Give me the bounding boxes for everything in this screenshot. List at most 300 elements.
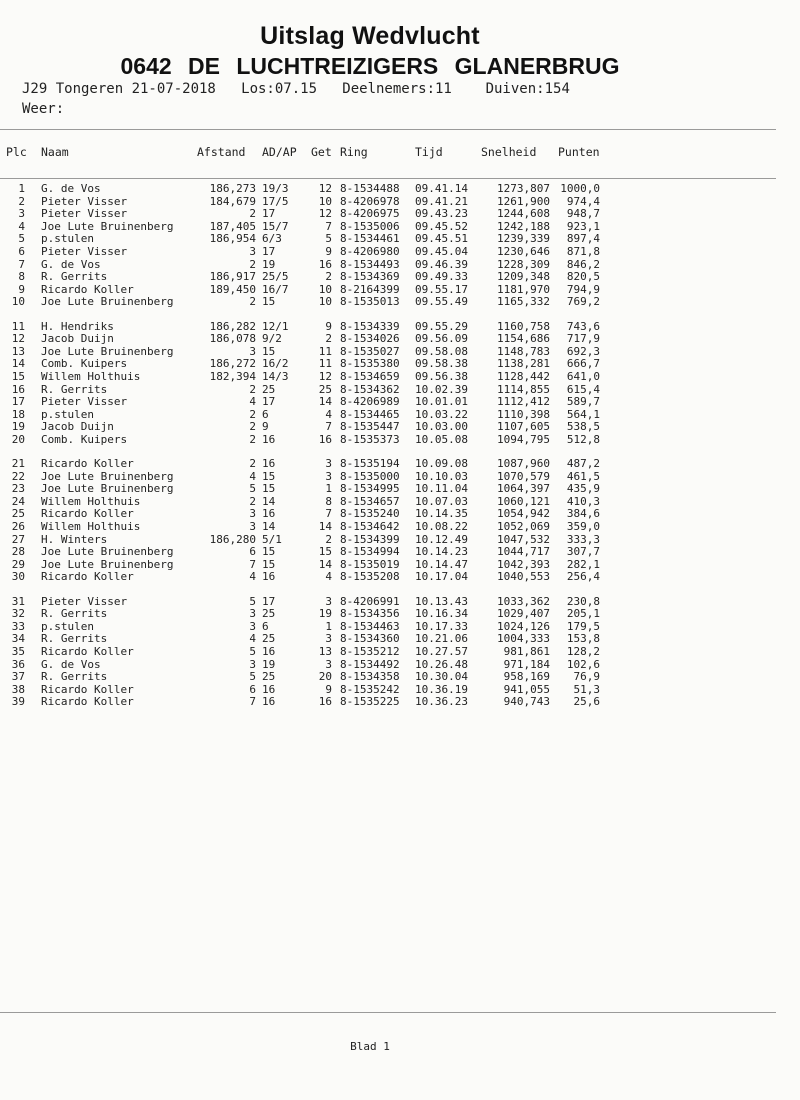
- cell-punten: 384,6: [566, 507, 600, 521]
- cell-snelheid: 1138,281: [497, 357, 550, 371]
- cell-get: 3: [325, 457, 332, 470]
- cell-tijd: 10.07.03: [415, 494, 468, 508]
- cell-ring: 8-1534994: [340, 545, 400, 559]
- cell-get: 11: [318, 357, 332, 371]
- cell-naam: p.stulen: [41, 407, 94, 421]
- cell-adap: 15/7: [262, 219, 289, 233]
- cell-naam: G. de Vos: [41, 657, 101, 671]
- cell-naam: p.stulen: [41, 232, 94, 246]
- cell-snelheid: 1004,333: [497, 632, 550, 646]
- cell-get: 14: [318, 557, 332, 571]
- cell-snelheid: 1087,960: [497, 457, 550, 470]
- cell-ring: 8-1535240: [340, 507, 400, 521]
- cell-tijd: 09.41.14: [415, 182, 468, 195]
- cell-punten: 743,6: [566, 319, 600, 333]
- col-ring: Ring: [340, 145, 368, 159]
- cell-afstand: 184,679: [209, 194, 256, 208]
- cell-tijd: 09.41.21: [415, 194, 468, 208]
- cell-adap: 12/1: [262, 319, 289, 333]
- cell-plc: 24: [11, 494, 25, 508]
- cell-snelheid: 940,743: [503, 695, 550, 709]
- cell-tijd: 10.11.04: [415, 482, 468, 496]
- cell-snelheid: 1242,188: [497, 219, 550, 233]
- cell-plc: 5: [18, 232, 25, 246]
- cell-snelheid: 1273,807: [497, 182, 550, 195]
- cell-punten: 897,4: [566, 232, 600, 246]
- cell-snelheid: 1042,393: [497, 557, 550, 571]
- cell-punten: 948,7: [566, 207, 600, 221]
- cell-afstand: 186,273: [209, 182, 256, 195]
- cell-ring: 8-1534995: [340, 482, 400, 496]
- cell-adap: 25: [262, 607, 276, 621]
- cell-plc: 8: [18, 270, 25, 284]
- cell-punten: 538,5: [566, 420, 600, 434]
- cell-tijd: 10.14.47: [415, 557, 468, 571]
- cell-afstand: 189,450: [209, 282, 256, 296]
- cell-tijd: 10.16.34: [415, 607, 468, 621]
- cell-tijd: 10.03.22: [415, 407, 468, 421]
- cell-adap: 17: [262, 395, 276, 409]
- col-adap: AD/AP: [262, 145, 297, 159]
- cell-ring: 8-1534657: [340, 494, 400, 508]
- cell-snelheid: 941,055: [503, 682, 550, 696]
- cell-get: 2: [325, 332, 332, 346]
- cell-punten: 76,9: [573, 670, 600, 684]
- cell-ring: 8-1534465: [340, 407, 400, 421]
- cell-get: 14: [318, 520, 332, 533]
- cell-ring: 8-1534659: [340, 369, 400, 383]
- cell-get: 3: [325, 632, 332, 646]
- cell-punten: 974,4: [566, 194, 600, 208]
- cell-ring: 8-1535225: [340, 695, 400, 709]
- cell-punten: 410,3: [566, 494, 600, 508]
- cell-snelheid: 981,861: [503, 644, 550, 658]
- cell-naam: G. de Vos: [41, 257, 101, 271]
- cell-ring: 8-1534488: [340, 182, 400, 195]
- cell-naam: Willem Holthuis: [41, 520, 141, 533]
- cell-tijd: 10.03.00: [415, 420, 468, 434]
- cell-plc: 28: [11, 545, 25, 559]
- cell-tijd: 09.55.29: [415, 319, 468, 333]
- cell-plc: 6: [18, 245, 25, 258]
- cell-tijd: 10.21.06: [415, 632, 468, 646]
- cell-tijd: 10.10.03: [415, 469, 468, 483]
- cell-afstand: 6: [249, 545, 256, 559]
- cell-punten: 435,9: [566, 482, 600, 496]
- cell-afstand: 4: [249, 570, 256, 584]
- cell-adap: 17: [262, 245, 276, 258]
- cell-ring: 8-1535006: [340, 219, 400, 233]
- cell-punten: 128,2: [566, 644, 600, 658]
- cell-get: 7: [325, 420, 332, 434]
- cell-tijd: 10.05.08: [415, 432, 468, 446]
- cell-punten: 923,1: [566, 219, 600, 233]
- cell-tijd: 10.08.22: [415, 520, 468, 533]
- cell-snelheid: 1154,686: [497, 332, 550, 346]
- cell-afstand: 5: [249, 482, 256, 496]
- cell-tijd: 09.55.17: [415, 282, 468, 296]
- cell-afstand: 182,394: [209, 369, 256, 383]
- cell-get: 8: [325, 494, 332, 508]
- cell-snelheid: 1160,758: [497, 319, 550, 333]
- cell-ring: 8-4206991: [340, 594, 400, 608]
- cell-adap: 6/3: [262, 232, 282, 246]
- cell-ring: 8-1535373: [340, 432, 400, 446]
- cell-plc: 32: [11, 607, 25, 621]
- cell-get: 9: [325, 319, 332, 333]
- cell-naam: Willem Holthuis: [41, 369, 141, 383]
- cell-afstand: 186,272: [209, 357, 256, 371]
- cell-afstand: 2: [249, 407, 256, 421]
- cell-afstand: 2: [249, 207, 256, 221]
- cell-ring: 8-1534369: [340, 270, 400, 284]
- divider-top: [0, 129, 776, 130]
- cell-punten: 589,7: [566, 395, 600, 409]
- cell-get: 1: [325, 619, 332, 633]
- cell-ring: 8-2164399: [340, 282, 400, 296]
- cell-naam: R. Gerrits: [41, 270, 108, 284]
- cell-get: 16: [318, 695, 332, 709]
- cell-adap: 16: [262, 644, 276, 658]
- cell-plc: 2: [18, 194, 25, 208]
- cell-naam: Joe Lute Bruinenberg: [41, 219, 174, 233]
- cell-afstand: 186,282: [209, 319, 256, 333]
- cell-naam: R. Gerrits: [41, 670, 108, 684]
- cell-punten: 641,0: [566, 369, 600, 383]
- cell-naam: G. de Vos: [41, 182, 101, 195]
- cell-naam: Joe Lute Bruinenberg: [41, 545, 174, 559]
- cell-snelheid: 1148,783: [497, 344, 550, 358]
- cell-get: 15: [318, 545, 332, 559]
- cell-naam: Ricardo Koller: [41, 457, 134, 470]
- cell-afstand: 187,405: [209, 219, 256, 233]
- cell-plc: 14: [11, 357, 25, 371]
- cell-adap: 9/2: [262, 332, 282, 346]
- cell-afstand: 3: [249, 507, 256, 521]
- cell-ring: 8-1535380: [340, 357, 400, 371]
- cell-naam: Pieter Visser: [41, 594, 128, 608]
- cell-plc: 12: [11, 332, 25, 346]
- cell-snelheid: 1114,855: [497, 382, 550, 396]
- cell-afstand: 3: [249, 245, 256, 258]
- cell-afstand: 2: [249, 432, 256, 446]
- col-punten: Punten: [558, 145, 600, 159]
- cell-adap: 25: [262, 670, 276, 684]
- cell-punten: 692,3: [566, 344, 600, 358]
- col-snelheid: Snelheid: [481, 145, 537, 159]
- divider-footer: [0, 1012, 776, 1013]
- cell-punten: 769,2: [566, 295, 600, 309]
- cell-tijd: 10.27.57: [415, 644, 468, 658]
- cell-get: 25: [318, 382, 332, 396]
- col-tijd: Tijd: [415, 145, 443, 159]
- cell-snelheid: 1107,605: [497, 420, 550, 434]
- cell-naam: R. Gerrits: [41, 382, 108, 396]
- cell-ring: 8-1535194: [340, 457, 400, 470]
- cell-punten: 461,5: [566, 469, 600, 483]
- cell-plc: 15: [11, 369, 25, 383]
- cell-plc: 17: [11, 395, 25, 409]
- cell-get: 14: [318, 395, 332, 409]
- cell-punten: 153,8: [566, 632, 600, 646]
- cell-punten: 512,8: [566, 432, 600, 446]
- cell-afstand: 3: [249, 344, 256, 358]
- cell-plc: 39: [11, 695, 25, 709]
- cell-naam: Pieter Visser: [41, 207, 128, 221]
- cell-punten: 230,8: [566, 594, 600, 608]
- cell-punten: 205,1: [566, 607, 600, 621]
- cell-naam: Joe Lute Bruinenberg: [41, 295, 174, 309]
- cell-get: 10: [318, 295, 332, 309]
- cell-get: 12: [318, 369, 332, 383]
- cell-afstand: 186,280: [209, 532, 256, 546]
- cell-snelheid: 1060,121: [497, 494, 550, 508]
- cell-plc: 10: [11, 295, 25, 309]
- cell-snelheid: 1024,126: [497, 619, 550, 633]
- cell-snelheid: 1128,442: [497, 369, 550, 383]
- cell-plc: 7: [18, 257, 25, 271]
- cell-get: 5: [325, 232, 332, 246]
- cell-tijd: 09.56.09: [415, 332, 468, 346]
- cell-punten: 333,3: [566, 532, 600, 546]
- cell-get: 3: [325, 594, 332, 608]
- cell-plc: 13: [11, 344, 25, 358]
- cell-get: 4: [325, 570, 332, 584]
- cell-afstand: 3: [249, 619, 256, 633]
- cell-tijd: 09.45.51: [415, 232, 468, 246]
- cell-get: 10: [318, 194, 332, 208]
- cell-get: 16: [318, 257, 332, 271]
- cell-snelheid: 1209,348: [497, 270, 550, 284]
- cell-naam: Jacob Duijn: [41, 420, 114, 434]
- cell-tijd: 10.17.33: [415, 619, 468, 633]
- cell-adap: 19: [262, 257, 276, 271]
- cell-snelheid: 1064,397: [497, 482, 550, 496]
- cell-afstand: 186,954: [209, 232, 256, 246]
- cell-get: 9: [325, 245, 332, 258]
- cell-plc: 33: [11, 619, 25, 633]
- cell-adap: 17/5: [262, 194, 289, 208]
- cell-afstand: 2: [249, 420, 256, 434]
- cell-ring: 8-4206980: [340, 245, 400, 258]
- cell-ring: 8-1534339: [340, 319, 400, 333]
- cell-ring: 8-1535019: [340, 557, 400, 571]
- cell-snelheid: 1261,900: [497, 194, 550, 208]
- race-info: J29 Tongeren 21-07-2018 Los:07.15 Deelnemers:11 Duiven:154: [22, 81, 570, 97]
- cell-punten: 51,3: [573, 682, 600, 696]
- col-get: Get: [311, 145, 332, 159]
- cell-naam: Ricardo Koller: [41, 282, 134, 296]
- cell-get: 7: [325, 219, 332, 233]
- cell-adap: 16/7: [262, 282, 289, 296]
- cell-afstand: 6: [249, 682, 256, 696]
- cell-adap: 16: [262, 432, 276, 446]
- cell-snelheid: 1044,717: [497, 545, 550, 559]
- cell-plc: 25: [11, 507, 25, 521]
- cell-adap: 16: [262, 507, 276, 521]
- cell-snelheid: 1244,608: [497, 207, 550, 221]
- cell-naam: p.stulen: [41, 619, 94, 633]
- cell-tijd: 10.30.04: [415, 670, 468, 684]
- cell-get: 19: [318, 607, 332, 621]
- cell-adap: 15: [262, 295, 276, 309]
- cell-ring: 8-1534356: [340, 607, 400, 621]
- page-number: Blad 1: [350, 1040, 390, 1053]
- cell-snelheid: 1040,553: [497, 570, 550, 584]
- cell-adap: 15: [262, 557, 276, 571]
- cell-adap: 19/3: [262, 182, 289, 195]
- cell-naam: Pieter Visser: [41, 395, 128, 409]
- cell-afstand: 5: [249, 594, 256, 608]
- cell-adap: 19: [262, 657, 276, 671]
- cell-naam: H. Hendriks: [41, 319, 114, 333]
- cell-tijd: 10.36.19: [415, 682, 468, 696]
- cell-afstand: 7: [249, 557, 256, 571]
- cell-naam: R. Gerrits: [41, 607, 108, 621]
- cell-afstand: 2: [249, 295, 256, 309]
- cell-adap: 25: [262, 382, 276, 396]
- cell-tijd: 10.09.08: [415, 457, 468, 470]
- cell-naam: Jacob Duijn: [41, 332, 114, 346]
- cell-tijd: 09.45.04: [415, 245, 468, 258]
- cell-naam: Ricardo Koller: [41, 695, 134, 709]
- cell-adap: 17: [262, 207, 276, 221]
- cell-snelheid: 1181,970: [497, 282, 550, 296]
- cell-ring: 8-1534493: [340, 257, 400, 271]
- cell-tijd: 10.12.49: [415, 532, 468, 546]
- cell-plc: 26: [11, 520, 25, 533]
- cell-plc: 18: [11, 407, 25, 421]
- cell-ring: 8-1535027: [340, 344, 400, 358]
- cell-plc: 29: [11, 557, 25, 571]
- cell-punten: 25,6: [573, 695, 600, 709]
- cell-plc: 35: [11, 644, 25, 658]
- cell-adap: 15: [262, 344, 276, 358]
- cell-snelheid: 1112,412: [497, 395, 550, 409]
- cell-punten: 846,2: [566, 257, 600, 271]
- cell-adap: 15: [262, 469, 276, 483]
- cell-ring: 8-4206978: [340, 194, 400, 208]
- cell-naam: Ricardo Koller: [41, 644, 134, 658]
- cell-tijd: 09.55.49: [415, 295, 468, 309]
- cell-naam: Joe Lute Bruinenberg: [41, 557, 174, 571]
- cell-afstand: 2: [249, 382, 256, 396]
- cell-snelheid: 1239,339: [497, 232, 550, 246]
- cell-tijd: 10.36.23: [415, 695, 468, 709]
- cell-punten: 179,5: [566, 619, 600, 633]
- cell-plc: 3: [18, 207, 25, 221]
- cell-afstand: 4: [249, 395, 256, 409]
- cell-plc: 37: [11, 670, 25, 684]
- cell-ring: 8-1534362: [340, 382, 400, 396]
- cell-afstand: 5: [249, 644, 256, 658]
- cell-plc: 1: [18, 182, 25, 195]
- cell-punten: 717,9: [566, 332, 600, 346]
- cell-adap: 5/1: [262, 532, 282, 546]
- cell-plc: 27: [11, 532, 25, 546]
- col-afstand: Afstand: [197, 145, 246, 159]
- cell-adap: 9: [262, 420, 269, 434]
- cell-ring: 8-4206975: [340, 207, 400, 221]
- cell-tijd: 10.26.48: [415, 657, 468, 671]
- cell-naam: Ricardo Koller: [41, 682, 134, 696]
- cell-snelheid: 1094,795: [497, 432, 550, 446]
- cell-snelheid: 971,184: [503, 657, 550, 671]
- cell-tijd: 09.56.38: [415, 369, 468, 383]
- cell-plc: 20: [11, 432, 25, 446]
- cell-naam: Comb. Kuipers: [41, 357, 128, 371]
- cell-snelheid: 1047,532: [497, 532, 550, 546]
- cell-get: 2: [325, 270, 332, 284]
- cell-tijd: 10.02.39: [415, 382, 468, 396]
- cell-snelheid: 1228,309: [497, 257, 550, 271]
- cell-plc: 22: [11, 469, 25, 483]
- cell-snelheid: 1110,398: [497, 407, 550, 421]
- cell-adap: 16: [262, 570, 276, 584]
- cell-afstand: 4: [249, 632, 256, 646]
- cell-adap: 14/3: [262, 369, 289, 383]
- cell-adap: 16: [262, 695, 276, 709]
- cell-adap: 16/2: [262, 357, 289, 371]
- cell-tijd: 09.58.38: [415, 357, 468, 371]
- cell-ring: 8-1534463: [340, 619, 400, 633]
- cell-adap: 16: [262, 682, 276, 696]
- cell-plc: 19: [11, 420, 25, 434]
- cell-plc: 21: [11, 457, 25, 470]
- cell-ring: 8-1534461: [340, 232, 400, 246]
- cell-ring: 8-1534492: [340, 657, 400, 671]
- cell-get: 16: [318, 432, 332, 446]
- cell-get: 11: [318, 344, 332, 358]
- cell-afstand: 3: [249, 657, 256, 671]
- col-naam: Naam: [41, 145, 69, 159]
- cell-punten: 359,0: [566, 520, 600, 533]
- cell-get: 12: [318, 207, 332, 221]
- cell-get: 3: [325, 469, 332, 483]
- cell-adap: 25/5: [262, 270, 289, 284]
- cell-plc: 31: [11, 594, 25, 608]
- cell-ring: 8-1534399: [340, 532, 400, 546]
- col-plc: Plc: [6, 145, 27, 159]
- cell-plc: 9: [18, 282, 25, 296]
- cell-plc: 23: [11, 482, 25, 496]
- cell-punten: 794,9: [566, 282, 600, 296]
- cell-snelheid: 1052,069: [497, 520, 550, 533]
- cell-snelheid: 1165,332: [497, 295, 550, 309]
- cell-afstand: 2: [249, 257, 256, 271]
- cell-ring: 8-1534360: [340, 632, 400, 646]
- cell-snelheid: 1230,646: [497, 245, 550, 258]
- cell-naam: Comb. Kuipers: [41, 432, 128, 446]
- cell-ring: 8-1535208: [340, 570, 400, 584]
- cell-naam: Ricardo Koller: [41, 507, 134, 521]
- cell-ring: 8-1534642: [340, 520, 400, 533]
- cell-get: 1: [325, 482, 332, 496]
- cell-get: 13: [318, 644, 332, 658]
- cell-ring: 8-1535000: [340, 469, 400, 483]
- cell-adap: 16: [262, 457, 276, 470]
- cell-tijd: 09.49.33: [415, 270, 468, 284]
- cell-adap: 17: [262, 594, 276, 608]
- cell-adap: 14: [262, 520, 276, 533]
- cell-naam: Joe Lute Bruinenberg: [41, 469, 174, 483]
- cell-afstand: 3: [249, 520, 256, 533]
- cell-snelheid: 1070,579: [497, 469, 550, 483]
- cell-adap: 15: [262, 482, 276, 496]
- cell-tijd: 10.17.04: [415, 570, 468, 584]
- cell-tijd: 10.13.43: [415, 594, 468, 608]
- cell-naam: H. Winters: [41, 532, 108, 546]
